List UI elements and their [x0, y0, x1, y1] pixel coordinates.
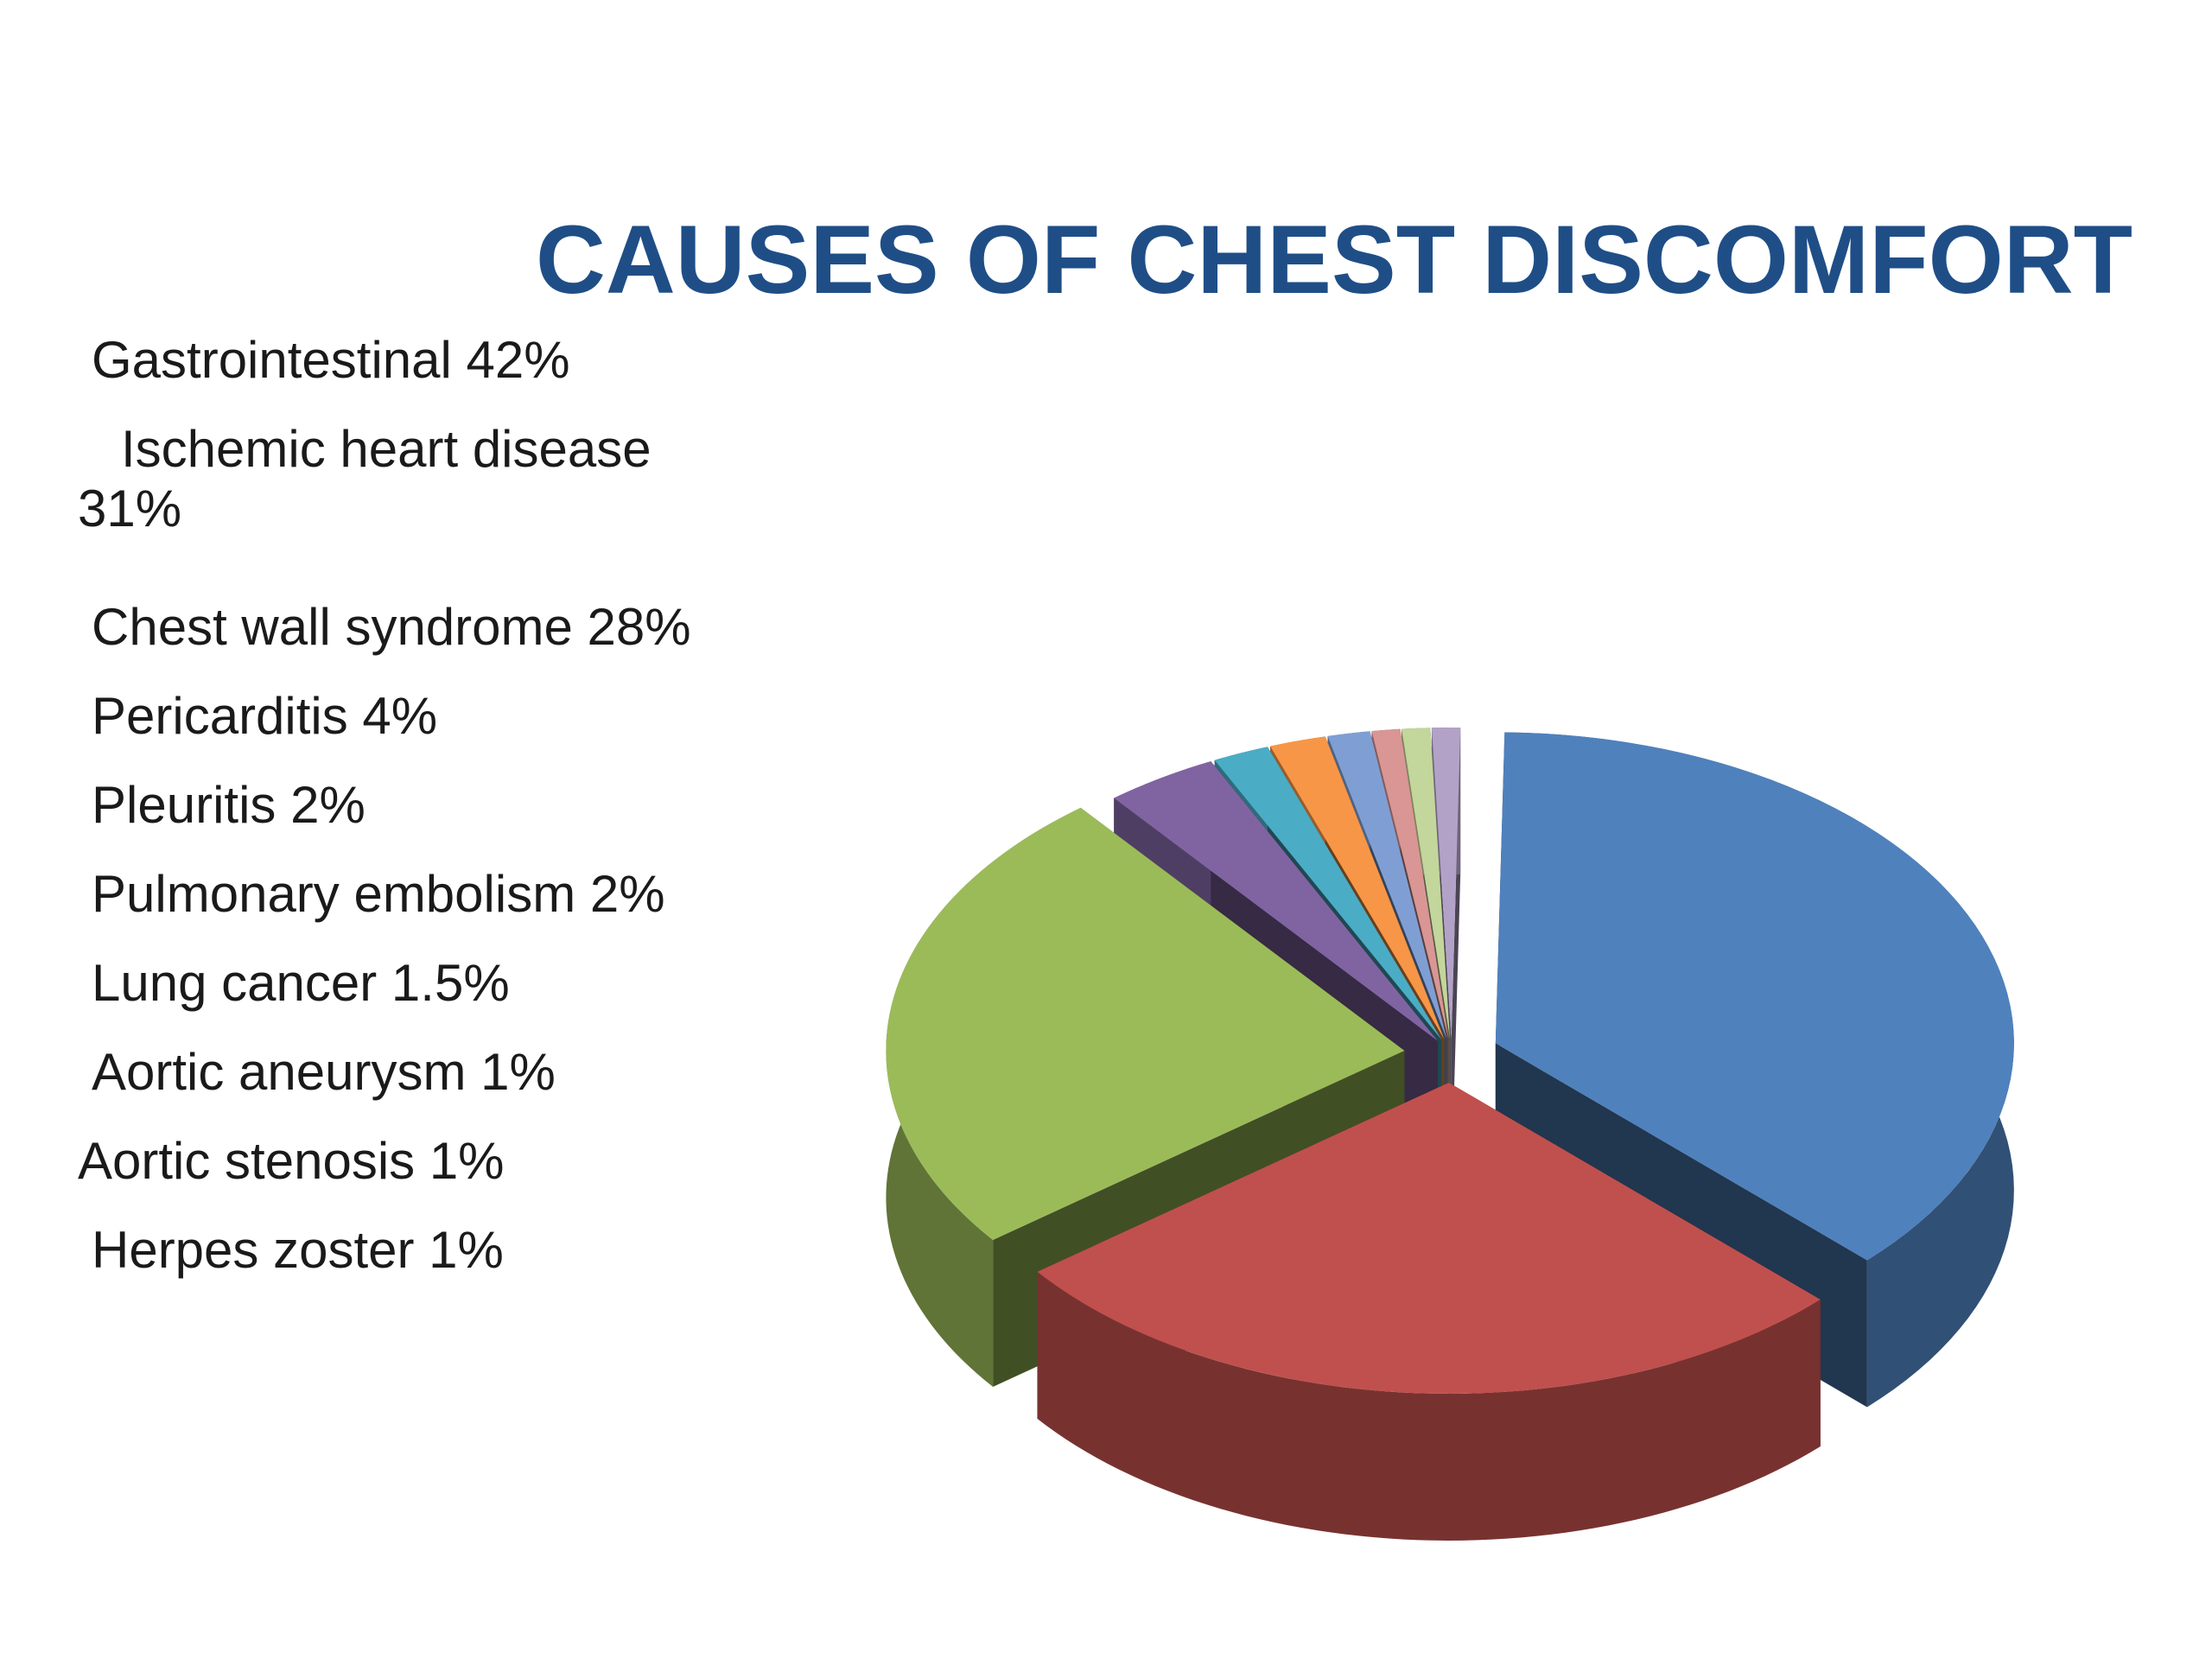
pie-chart	[795, 605, 2091, 1599]
pie-chart-area	[795, 605, 2091, 1599]
label-item: Pulmonary embolism 2%	[92, 865, 665, 923]
label-item: Pericarditis 4%	[92, 687, 438, 745]
label-item: Aortic aneurysm 1%	[92, 1043, 556, 1101]
chart-title: CAUSES OF CHEST DISCOMFORT	[536, 206, 2133, 314]
label-item: Chest wall syndrome 28%	[92, 598, 691, 656]
label-item: Lung cancer 1.5%	[92, 954, 510, 1012]
label-item: Gastrointestinal 42%	[92, 331, 570, 389]
label-item: Pleuritis 2%	[92, 776, 365, 834]
label-item: Aortic stenosis 1%	[78, 1132, 505, 1190]
label-list	[78, 330, 855, 1309]
label-item: Ischemic heart disease 31%	[78, 420, 652, 537]
label-item: Herpes zoster 1%	[92, 1221, 504, 1279]
